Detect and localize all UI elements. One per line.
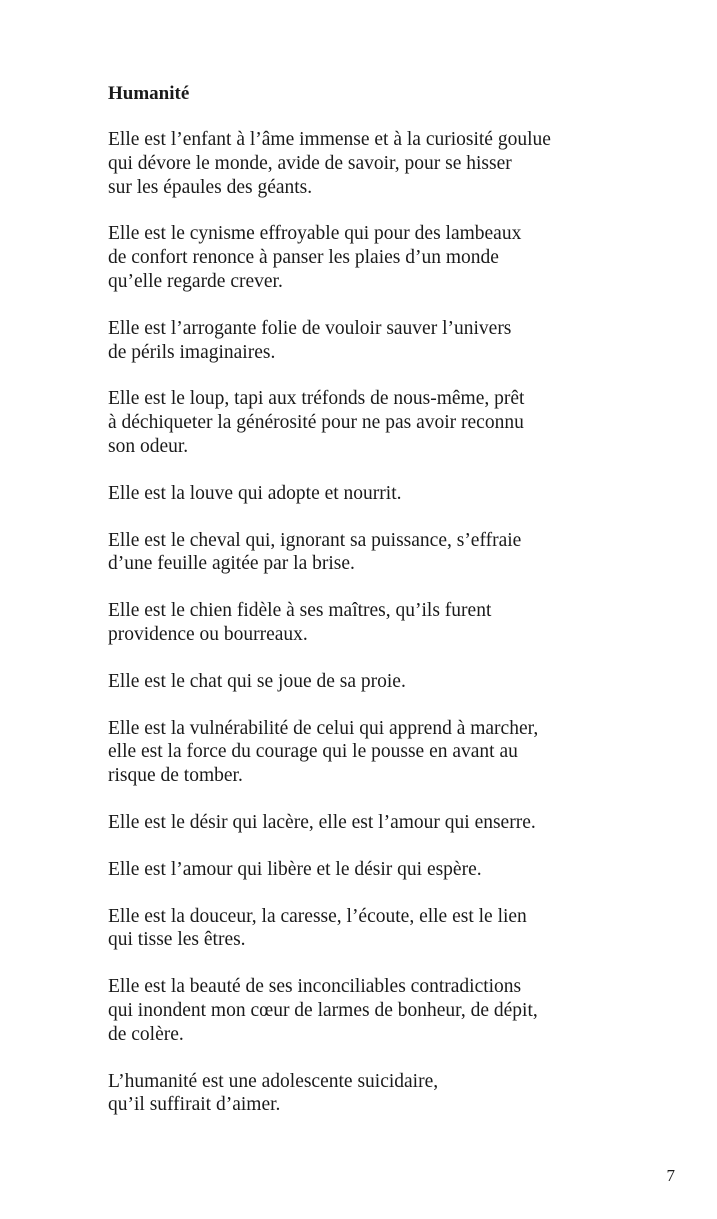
poem-line: risque de tomber. bbox=[108, 765, 243, 787]
stanza bbox=[108, 1070, 668, 1118]
poem-line: Elle est l’arrogante folie de vouloir sauver l’univers bbox=[108, 317, 512, 339]
stanza bbox=[108, 717, 668, 788]
poem-body bbox=[108, 128, 668, 1117]
poem-line: Elle est la louve qui adopte et nourrit. bbox=[108, 482, 402, 504]
stanza bbox=[108, 387, 668, 458]
poem-line: qu’il suffirait d’aimer. bbox=[108, 1094, 281, 1116]
poem-line: sur les épaules des géants. bbox=[108, 176, 313, 198]
poem-line: Elle est le loup, tapi aux tréfonds de nous-même, prêt bbox=[108, 388, 525, 410]
poem-line: Elle est la beauté de ses inconciliables contradictions bbox=[108, 976, 522, 998]
stanza bbox=[108, 599, 668, 647]
stanza bbox=[108, 670, 668, 694]
stanza bbox=[108, 317, 668, 365]
poem-line: Elle est le chien fidèle à ses maîtres, qu’ils furent bbox=[108, 600, 492, 622]
stanza bbox=[108, 128, 668, 199]
poem-line: Elle est la douceur, la caresse, l’écoute, elle est le lien bbox=[108, 905, 527, 927]
poem-title: Humanité bbox=[108, 83, 190, 104]
poem-line: qui tisse les êtres. bbox=[108, 929, 246, 951]
poem-line: L’humanité est une adolescente suicidaire, bbox=[108, 1070, 439, 1092]
poem-line: de confort renonce à panser les plaies d’un monde bbox=[108, 247, 499, 269]
poem-line: d’une feuille agitée par la brise. bbox=[108, 553, 355, 575]
stanza bbox=[108, 482, 668, 506]
stanza bbox=[108, 858, 668, 882]
poem-line: son odeur. bbox=[108, 435, 189, 457]
poem-page bbox=[108, 82, 668, 1140]
poem-line: Elle est le chat qui se joue de sa proie. bbox=[108, 670, 406, 692]
poem-line: qui inondent mon cœur de larmes de bonheur, de dépit, bbox=[108, 999, 538, 1021]
poem-line: Elle est la vulnérabilité de celui qui apprend à marcher, bbox=[108, 717, 539, 739]
stanza bbox=[108, 905, 668, 953]
poem-line: qu’elle regarde crever. bbox=[108, 270, 283, 292]
poem-line: Elle est le désir qui lacère, elle est l’amour qui enserre. bbox=[108, 811, 536, 833]
poem-line: qui dévore le monde, avide de savoir, pour se hisser bbox=[108, 152, 512, 174]
stanza bbox=[108, 975, 668, 1046]
stanza bbox=[108, 222, 668, 293]
poem-line: à déchiqueter la générosité pour ne pas avoir reconnu bbox=[108, 412, 524, 434]
stanza bbox=[108, 529, 668, 577]
poem-line: Elle est le cynisme effroyable qui pour des lambeaux bbox=[108, 223, 522, 245]
poem-line: providence ou bourreaux. bbox=[108, 623, 308, 645]
poem-line: de colère. bbox=[108, 1023, 184, 1045]
poem-line: Elle est l’amour qui libère et le désir qui espère. bbox=[108, 858, 482, 880]
poem-line: Elle est le cheval qui, ignorant sa puissance, s’effraie bbox=[108, 529, 522, 551]
page-number: 7 bbox=[666, 1166, 675, 1185]
poem-line: Elle est l’enfant à l’âme immense et à la curiosité goulue bbox=[108, 129, 551, 150]
poem-line: de périls imaginaires. bbox=[108, 341, 276, 363]
stanza bbox=[108, 811, 668, 835]
poem-line: elle est la force du courage qui le pousse en avant au bbox=[108, 741, 518, 763]
